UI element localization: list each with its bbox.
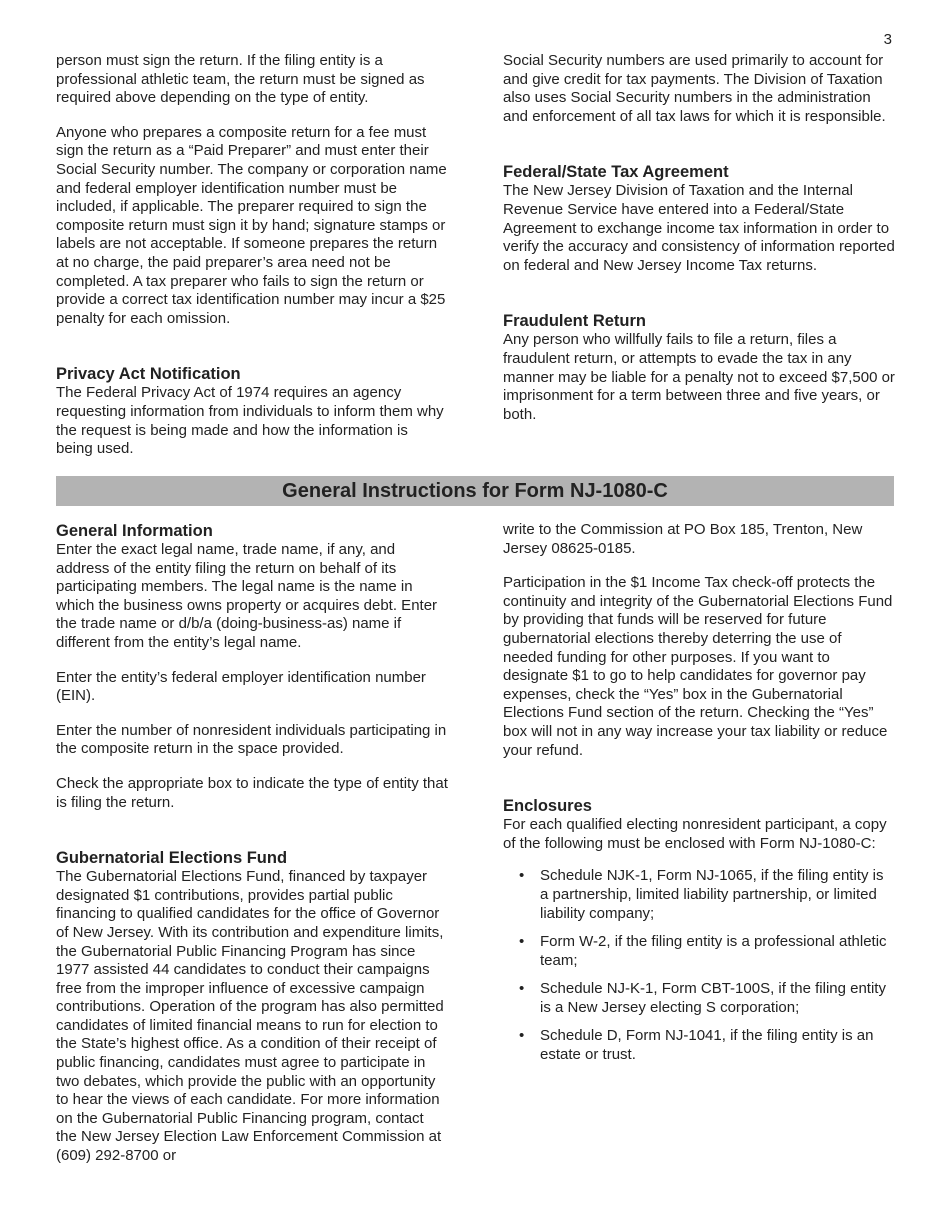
page-number: 3 <box>883 31 892 48</box>
enclosure-text: Form W-2, if the filing entity is a professional athletic team; <box>540 933 887 969</box>
general-info-name-paragraph: Enter the exact legal name, trade name, if any, and address of the entity filing the return on behalf of its participating members. The legal name is the name in which the business owns property or acquires debt. Enter the trade name or d/b/a (doing-business-as) name if different from the entity’s legal name. <box>56 541 438 651</box>
privacy-section <box>56 364 448 458</box>
bullet-icon: • <box>519 980 525 998</box>
enclosures-list <box>503 867 895 1064</box>
general-info-heading: General Information <box>56 522 213 540</box>
fraud-section <box>503 311 895 424</box>
signature-paragraph: person must sign the return. If the filing entity is a professional athletic team, the return must be signed as required above depending on the type of entity. <box>56 52 425 107</box>
gef-section <box>56 848 448 1166</box>
left-column-top <box>56 52 448 475</box>
checkoff-paragraph: Participation in the $1 Income Tax check-off protects the continuity and integrity of the Gubernatorial Elections Fund by providing that funds will be reserved for future gubernatorial elections thereby deterring the use of needed funding for other purposes. If you want to designate $1 to go to help candidates for governor pay expenses, check the “Yes” box in the Gubernatorial Elections Fund section of the return. Checking the “Yes” box will not in any way increase your tax liability or reduce your refund. <box>503 574 893 759</box>
list-item <box>519 1027 895 1064</box>
enclosures-section <box>503 796 895 1065</box>
fraud-text: Any person who willfully fails to file a return, files a fraudulent return, or attempts to evade the tax in any manner may be liable for a penalty not to exceed $7,500 or imprisonment for a term between three and five years, or both. <box>503 331 895 423</box>
list-item <box>519 867 895 923</box>
enclosure-text: Schedule D, Form NJ-1041, if the filing entity is an estate or trust. <box>540 1027 874 1064</box>
bullet-icon: • <box>519 1027 525 1045</box>
agreement-heading: Federal/State Tax Agreement <box>503 163 729 182</box>
enclosure-text: Schedule NJK-1, Form NJ-1065, if the filing entity is a partnership, limited liability partnership, or limited liability company; <box>540 867 884 922</box>
general-info-count-paragraph: Enter the number of nonresident individuals participating in the composite return in the space provided. <box>56 721 447 758</box>
general-info-ein-paragraph: Enter the entity’s federal employer identification number (EIN). <box>56 668 426 705</box>
bullet-icon: • <box>519 933 525 951</box>
paid-preparer-paragraph: Anyone who prepares a composite return for a fee must sign the return as a “Paid Preparer” and must enter their Social Security number. The company or corporation name and federal employer identification number must be included, if applicable. The preparer required to sign the composite return must sign it by hand; signature stamps or labels are not acceptable. If someone prepares the return at no charge, the paid preparer’s area need not be completed. A tax preparer who fails to sign the return or provide a correct tax identification number may incur a $25 penalty for each omission. <box>56 123 447 327</box>
instructions-banner: General Instructions for Form NJ-1080-C <box>56 476 894 506</box>
right-column-top <box>503 52 895 440</box>
enclosure-text: Schedule NJ-K-1, Form CBT-100S, if the filing entity is a New Jersey electing S corporation; <box>540 980 886 1016</box>
gef-continuation-text: write to the Commission at PO Box 185, Trenton, New Jersey 08625-0185. <box>503 521 863 557</box>
left-column-bottom <box>56 521 448 1182</box>
list-item <box>519 980 895 1017</box>
enclosures-heading: Enclosures <box>503 797 592 816</box>
general-info-entity-paragraph: Check the appropriate box to indicate the type of entity that is filing the return. <box>56 774 448 811</box>
bullet-icon: • <box>519 867 525 885</box>
ssn-paragraph: Social Security numbers are used primarily to account for and give credit for tax payments. The Division of Taxation also uses Social Security numbers in the administration and enforcement of all tax laws for which it is responsible. <box>503 52 886 125</box>
gef-heading: Gubernatorial Elections Fund <box>56 849 288 868</box>
right-column-bottom <box>503 521 895 1075</box>
general-info-section <box>56 521 448 812</box>
list-item <box>519 933 895 970</box>
agreement-text: The New Jersey Division of Taxation and the Internal Revenue Service have entered into a Federal/State Agreement to exchange income tax information in order to verify the accuracy and consistency of information reported on federal and New Jersey Income Tax returns. <box>503 182 895 274</box>
privacy-text: The Federal Privacy Act of 1974 requires an agency requesting information from individuals to inform them why the request is being made and how the information is being used. <box>56 384 444 458</box>
agreement-section <box>503 162 895 275</box>
enclosures-intro: For each qualified electing nonresident participant, a copy of the following must be enclosed with Form NJ-1080-C: <box>503 816 887 852</box>
gef-text: The Gubernatorial Elections Fund, financed by taxpayer designated $1 contributions, provides partial public financing to qualified candidates for the office of Governor of New Jersey. With its contribution and expenditure limits, the Gubernatorial Public Financing Program has since 1977 assisted 44 candidates to conduct their campaigns free from the improper influence of excessive campaign contributions. Operation of the program has also permitted candidates of limited financial means to run for election to the State’s highest office. As a condition of their receipt of public financing, candidates must agree to participate in two debates, which provide the public with an opportunity to hear the views of each candidate. For more information on the Gubernatorial Public Financing program, contact the New Jersey Election Law Enforcement Commission at (609) 292-8700 or <box>56 868 444 1165</box>
privacy-heading: Privacy Act Notification <box>56 365 241 384</box>
fraud-heading: Fraudulent Return <box>503 312 646 331</box>
